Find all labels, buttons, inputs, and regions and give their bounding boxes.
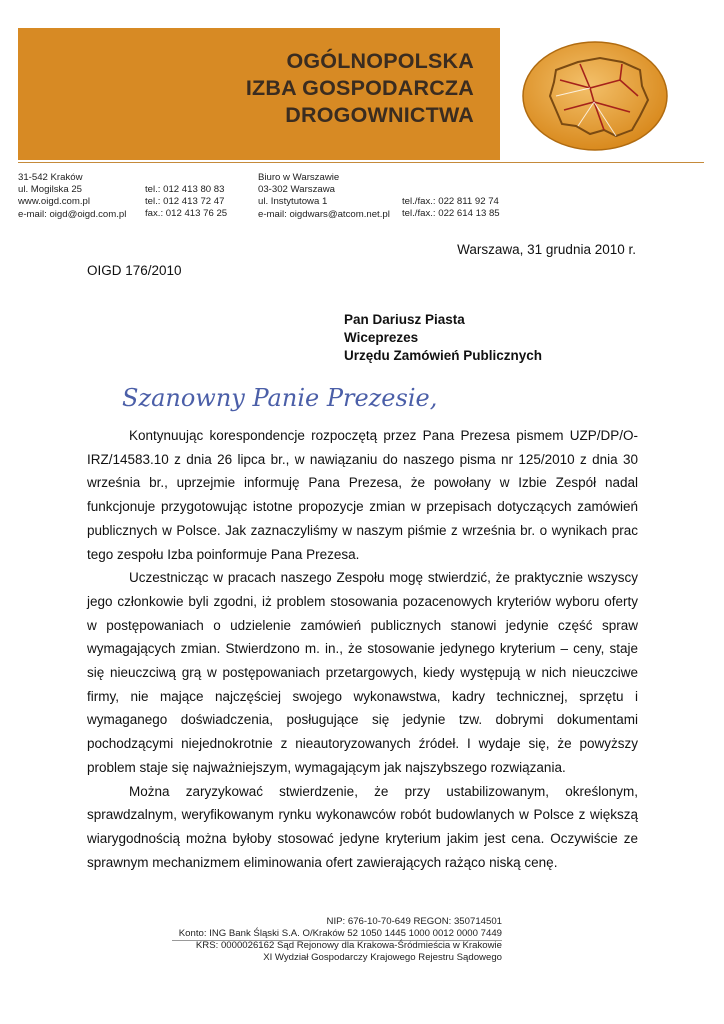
fax-line: fax.: 012 413 76 25 [145, 208, 228, 220]
address-line: Biuro w Warszawie [258, 172, 340, 183]
recipient-block [344, 311, 542, 365]
phone-line: tel.: 012 413 72 47 [145, 196, 225, 208]
address-line: 31-542 Kraków [18, 172, 83, 183]
warsaw-phones [402, 196, 500, 220]
address-line: ul. Instytutowa 1 [258, 196, 328, 208]
org-name-line: IZBA GOSPODARCZA [245, 76, 474, 100]
letter-body [87, 424, 638, 874]
recipient-title: Wiceprezes [344, 330, 419, 345]
krakow-phones [145, 184, 227, 221]
footer-line: XI Wydział Gospodarczy Krajowego Rejestru Sądowego [263, 952, 502, 963]
website-link: www.oigd.com.pl [18, 196, 90, 208]
krakow-address [18, 172, 126, 221]
salutation-text: Szanowny Panie Prezesie, [122, 384, 438, 412]
poland-map-logo-icon [520, 40, 670, 152]
letter-date: Warszawa, 31 grudnia 2010 r. [457, 242, 636, 257]
warsaw-address [258, 172, 390, 221]
recipient-name: Pan Dariusz Piasta [344, 312, 465, 327]
recipient-institution: Urzędu Zamówień Publicznych [344, 348, 543, 363]
address-line: ul. Mogilska 25 [18, 184, 82, 196]
address-line: 03-302 Warszawa [258, 184, 335, 196]
reference-number: OIGD 176/2010 [87, 263, 182, 278]
footer-line: KRS: 0000026162 Sąd Rejonowy dla Krakowa-Śródmieścia w Krakowie [195, 940, 502, 951]
header-banner [18, 28, 500, 160]
header-divider [18, 162, 704, 163]
org-name-line: DROGOWNICTWA [285, 103, 474, 127]
phone-line: tel./fax.: 022 614 13 85 [402, 208, 500, 220]
body-paragraph: Kontynuując korespondencje rozpoczętą przez Pana Prezesa pismem UZP/DP/O-IRZ/14583.10 z dnia 26 lipca br., w nawiązaniu do naszego pisma nr 125/2010 z dnia 30 września br., uprzejmie informuję Pana Prezesa, że powołany w Izbie Zespół nadal funkcjonuje przygotowując istotne propozycje zmian w przepisach dotyczących zamówień publicznych w Polsce. Jak zaznaczyliśmy w naszym piśmie z września br. o wynikach prac tego zespołu Izba poinformuje Pana Prezesa. [87, 428, 638, 562]
handwritten-salutation [118, 372, 508, 422]
body-paragraph: Uczestnicząc w pracach naszego Zespołu mogę stwierdzić, że praktycznie wszyscy jego członkowie byli zgodni, iż problem stosowania pozacenowych kryteriów wyboru oferty w postępowaniach o udzielenie zamówień publicznych stanowi jedynie część spraw wymagających zmian. Stwierdzono m. in., że stosowanie jedynego kryterium – ceny, staje się nieuczciwą grą w postępowaniach przetargowych, kiedy występują w nich nieuczciwe firmy, nie mające najczęściej swojego wykonawstwa, kadry technicznej, sprzętu i wymaganego doświadczenia, posługujące się jedynie tzw. dobrymi dokumentami pochodzącymi niejednokrotnie z nieautoryzowanych źródeł. I wydaje się, że powyższy problem staje się najważniejszym, wymagającym jak najszybszego rozwiązania. [87, 570, 638, 775]
body-paragraph: Można zaryzykować stwierdzenie, że przy ustabilizowanym, określonym, sprawdzalnym, weryfikowanym rynku wykonawców robót budowlanych w Polsce z większą wiarygodnością można byłoby stosować jedyne kryterium jakim jest cena. Oczywiście ze sprawnym mechanizmem eliminowania ofert zawierających rażąco niską cenę. [87, 783, 638, 870]
footer-line: Konto: ING Bank Śląski S.A. O/Kraków 52 1050 1445 1000 0012 0000 7449 [178, 928, 502, 939]
footer-line: NIP: 676-10-70-649 REGON: 350714501 [326, 916, 502, 927]
org-name-line: OGÓLNOPOLSKA [286, 49, 474, 73]
footer-registration [179, 916, 502, 964]
email-line: e-mail: oigdwars@atcom.net.pl [258, 208, 390, 220]
phone-line: tel./fax.: 022 811 92 74 [402, 196, 499, 207]
email-line: e-mail: oigd@oigd.com.pl [18, 208, 127, 220]
phone-line: tel.: 012 413 80 83 [145, 184, 225, 195]
organization-name [246, 48, 474, 129]
